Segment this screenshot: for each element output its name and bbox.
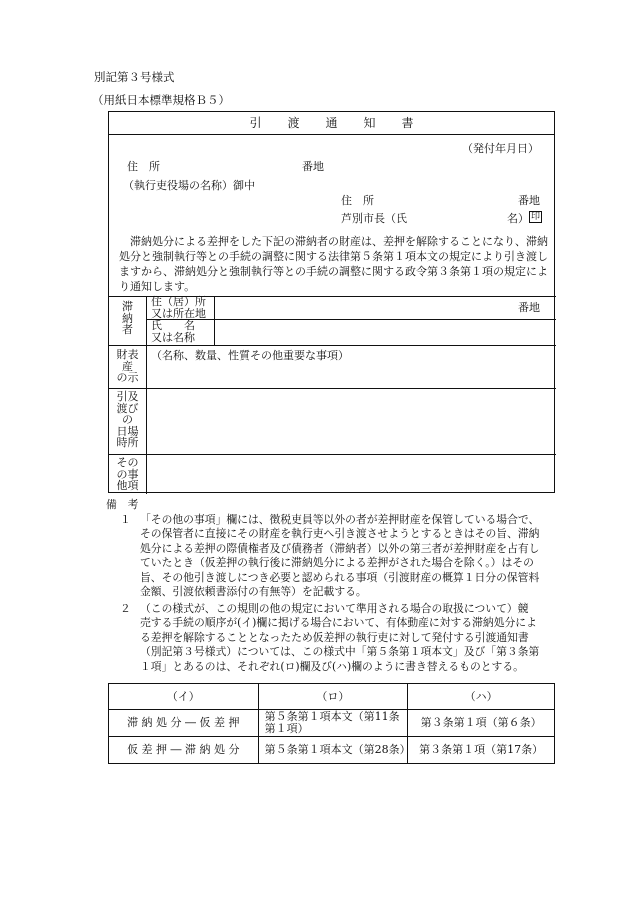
name-label: 氏 名 又は名称	[151, 319, 195, 344]
form-style-label: 別記第３号様式	[94, 70, 175, 84]
table-cell: 第５条第１項本文（第28条）	[258, 737, 408, 764]
grid-line	[146, 296, 147, 494]
property-label: 財表 産 の示	[116, 348, 139, 384]
remark-item-2: （この様式が、この規則の他の規定において準用される場合の取扱について）競 売する手続の順序が(イ)欄に掲げる場合において、有体動産に対する滞納処分によ る差押を解除することとなったため仮差押の執行吏に対して発付する引渡通知書 （別記第３号様式）については、この様式中「第５条第１項本文」及び「第３条第 １項」とあるのは、それぞれ(ロ)欄及び(ハ)欄のように書き替えるものとする。	[140, 602, 540, 673]
table-cell: 第５条第１項本文（第11条第１項）	[258, 710, 408, 737]
residence-banchi: 番地	[518, 301, 540, 314]
table-cell: 仮 差 押 ― 滞 納 処 分	[109, 737, 259, 764]
table-cell: 滞 納 処 分 ― 仮 差 押	[109, 710, 259, 737]
remarks-heading: 備 考	[106, 498, 139, 511]
handover-datetime-place-label: 引及 渡び の 日場 時所	[116, 390, 139, 449]
grid-line	[146, 319, 556, 320]
table-cell: 第３条第１項（第17条）	[408, 737, 555, 764]
handover-notice-form	[108, 111, 555, 493]
notice-body: 滞納処分による差押をした下記の滞納者の財産は、差押を解除することになり、滞納処分と強制執行等との手続の調整に関する法律第５条第１項本文の規定により引き渡しますから、滞納処分と強制執行等との手続の調整に関する政令第３条第１項の規定により通知します。	[119, 235, 548, 293]
sender-name: 芦別市長（氏	[341, 212, 407, 225]
table-row	[109, 737, 555, 764]
table-header: （ロ）	[258, 684, 408, 710]
title-char: 通	[325, 116, 338, 130]
table-header-row	[109, 684, 555, 710]
seal-mark: 印	[531, 212, 541, 222]
sender-banchi: 番地	[518, 194, 540, 207]
title-char: 引	[249, 116, 262, 130]
grid-line	[214, 296, 215, 345]
form-title	[109, 112, 554, 135]
title-char: 知	[363, 116, 376, 130]
taxpayer-label: 滞 納 者	[122, 300, 133, 336]
issue-date: （発付年月日）	[462, 142, 539, 155]
title-char: 書	[401, 116, 414, 130]
sender-name-end: 名）	[507, 212, 529, 225]
rewrite-table	[108, 683, 555, 764]
addressee-office: （執行吏役場の名称）御中	[123, 179, 255, 192]
table-row	[109, 710, 555, 737]
table-cell: 第３条第１項（第６条）	[408, 710, 555, 737]
paper-size-label: （用紙日本標準規格Ｂ５）	[92, 93, 230, 107]
sender-address-label: 住 所	[341, 194, 374, 207]
remark-item-1: 「その他の事項」欄には、徴税吏員等以外の者が差押財産を保管している場合で、 その保管者に直接にその財産を執行吏へ引き渡させようとするときはその旨、滞納 処分による差押の際債権者及び債務者（滞納者）以外の第三者が差押財産を占有し ていたとき（仮差押の執行後に滞納処分による差押がされた場合を除く。）はその 旨、その他引き渡しにつき必要と認められる事項（引渡財産の概算１日分の保管料 金額、引渡依頼書添付の有無等）を記載する。	[140, 513, 540, 599]
table-header: （イ）	[109, 684, 259, 710]
grid-line	[109, 345, 556, 346]
remark-number: １	[120, 513, 131, 526]
address-label: 住 所	[127, 160, 160, 173]
table-header: （ハ）	[408, 684, 555, 710]
title-char: 渡	[287, 116, 300, 130]
property-hint: （名称、数量、性質その他重要な事項）	[151, 349, 349, 362]
remark-number: ２	[120, 602, 131, 615]
address-banchi: 番地	[302, 160, 324, 173]
grid-line	[109, 388, 556, 389]
other-matters-label: その の事 他項	[116, 456, 139, 492]
grid-line	[109, 454, 556, 455]
residence-label: 住（居）所 又は所在地	[151, 295, 206, 320]
